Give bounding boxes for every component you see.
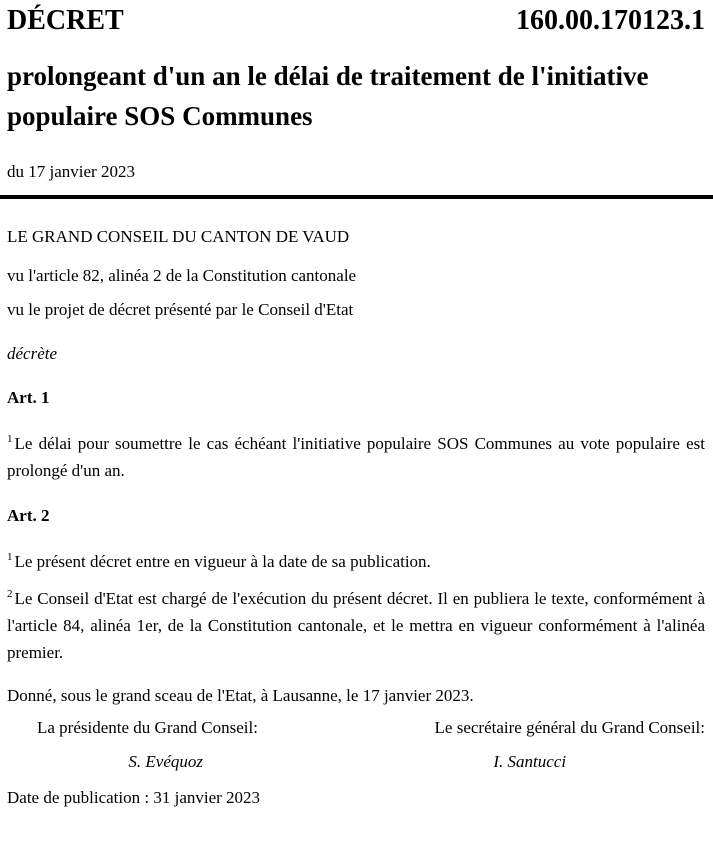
- alinea-number: 1: [7, 551, 13, 564]
- alinea-number: 2: [7, 588, 13, 601]
- alinea-text: Le délai pour soumettre le cas échéant l'initiative populaire SOS Communes au vote populaire est prolongé d'un an.: [7, 434, 705, 480]
- given-under-seal: Donné, sous le grand sceau de l'Etat, à Lausanne, le 17 janvier 2023.: [7, 686, 474, 705]
- signatory-names: [7, 752, 705, 772]
- document-date: du 17 janvier 2023: [7, 162, 135, 181]
- alinea-text: Le présent décret entre en vigueur à la date de sa publication.: [14, 552, 431, 571]
- enacting-authority: LE GRAND CONSEIL DU CANTON DE VAUD: [7, 227, 350, 246]
- document-header: [7, 0, 705, 38]
- enacting-formula: décrète: [7, 344, 58, 363]
- signatory-titles: [7, 718, 705, 738]
- alinea-text: Le Conseil d'Etat est chargé de l'exécution du présent décret. Il en publiera le texte, conformément à l'article 84, alinéa 1er, de la Constitution cantonale, et le mettra en vigueur conformément à l'alinéa premier.: [7, 589, 705, 662]
- document-title: prolongeant d'un an le délai de traitement de l'initiative populaire SOS Communes: [7, 61, 649, 131]
- preamble-vu-2: vu le projet de décret présenté par le Conseil d'Etat: [7, 300, 354, 319]
- president-title: La présidente du Grand Conseil:: [37, 718, 258, 737]
- document-type: DÉCRET: [7, 5, 124, 36]
- article-1-alinea-1: [7, 430, 705, 484]
- document-number: 160.00.170123.1: [516, 5, 705, 36]
- alinea-number: 1: [7, 433, 13, 446]
- header-divider: [0, 195, 713, 199]
- article-1-title: Art. 1: [7, 388, 50, 407]
- preamble-vu-1: vu l'article 82, alinéa 2 de la Constitution cantonale: [7, 266, 357, 285]
- secretary-title: Le secrétaire général du Grand Conseil:: [434, 718, 705, 737]
- article-2-title: Art. 2: [7, 506, 50, 525]
- article-2-alinea-2: [7, 585, 705, 666]
- secretary-name: I. Santucci: [493, 752, 567, 771]
- publication-date: Date de publication : 31 janvier 2023: [7, 788, 261, 807]
- article-2-alinea-1: [7, 548, 705, 575]
- president-name: S. Evéquoz: [128, 752, 203, 771]
